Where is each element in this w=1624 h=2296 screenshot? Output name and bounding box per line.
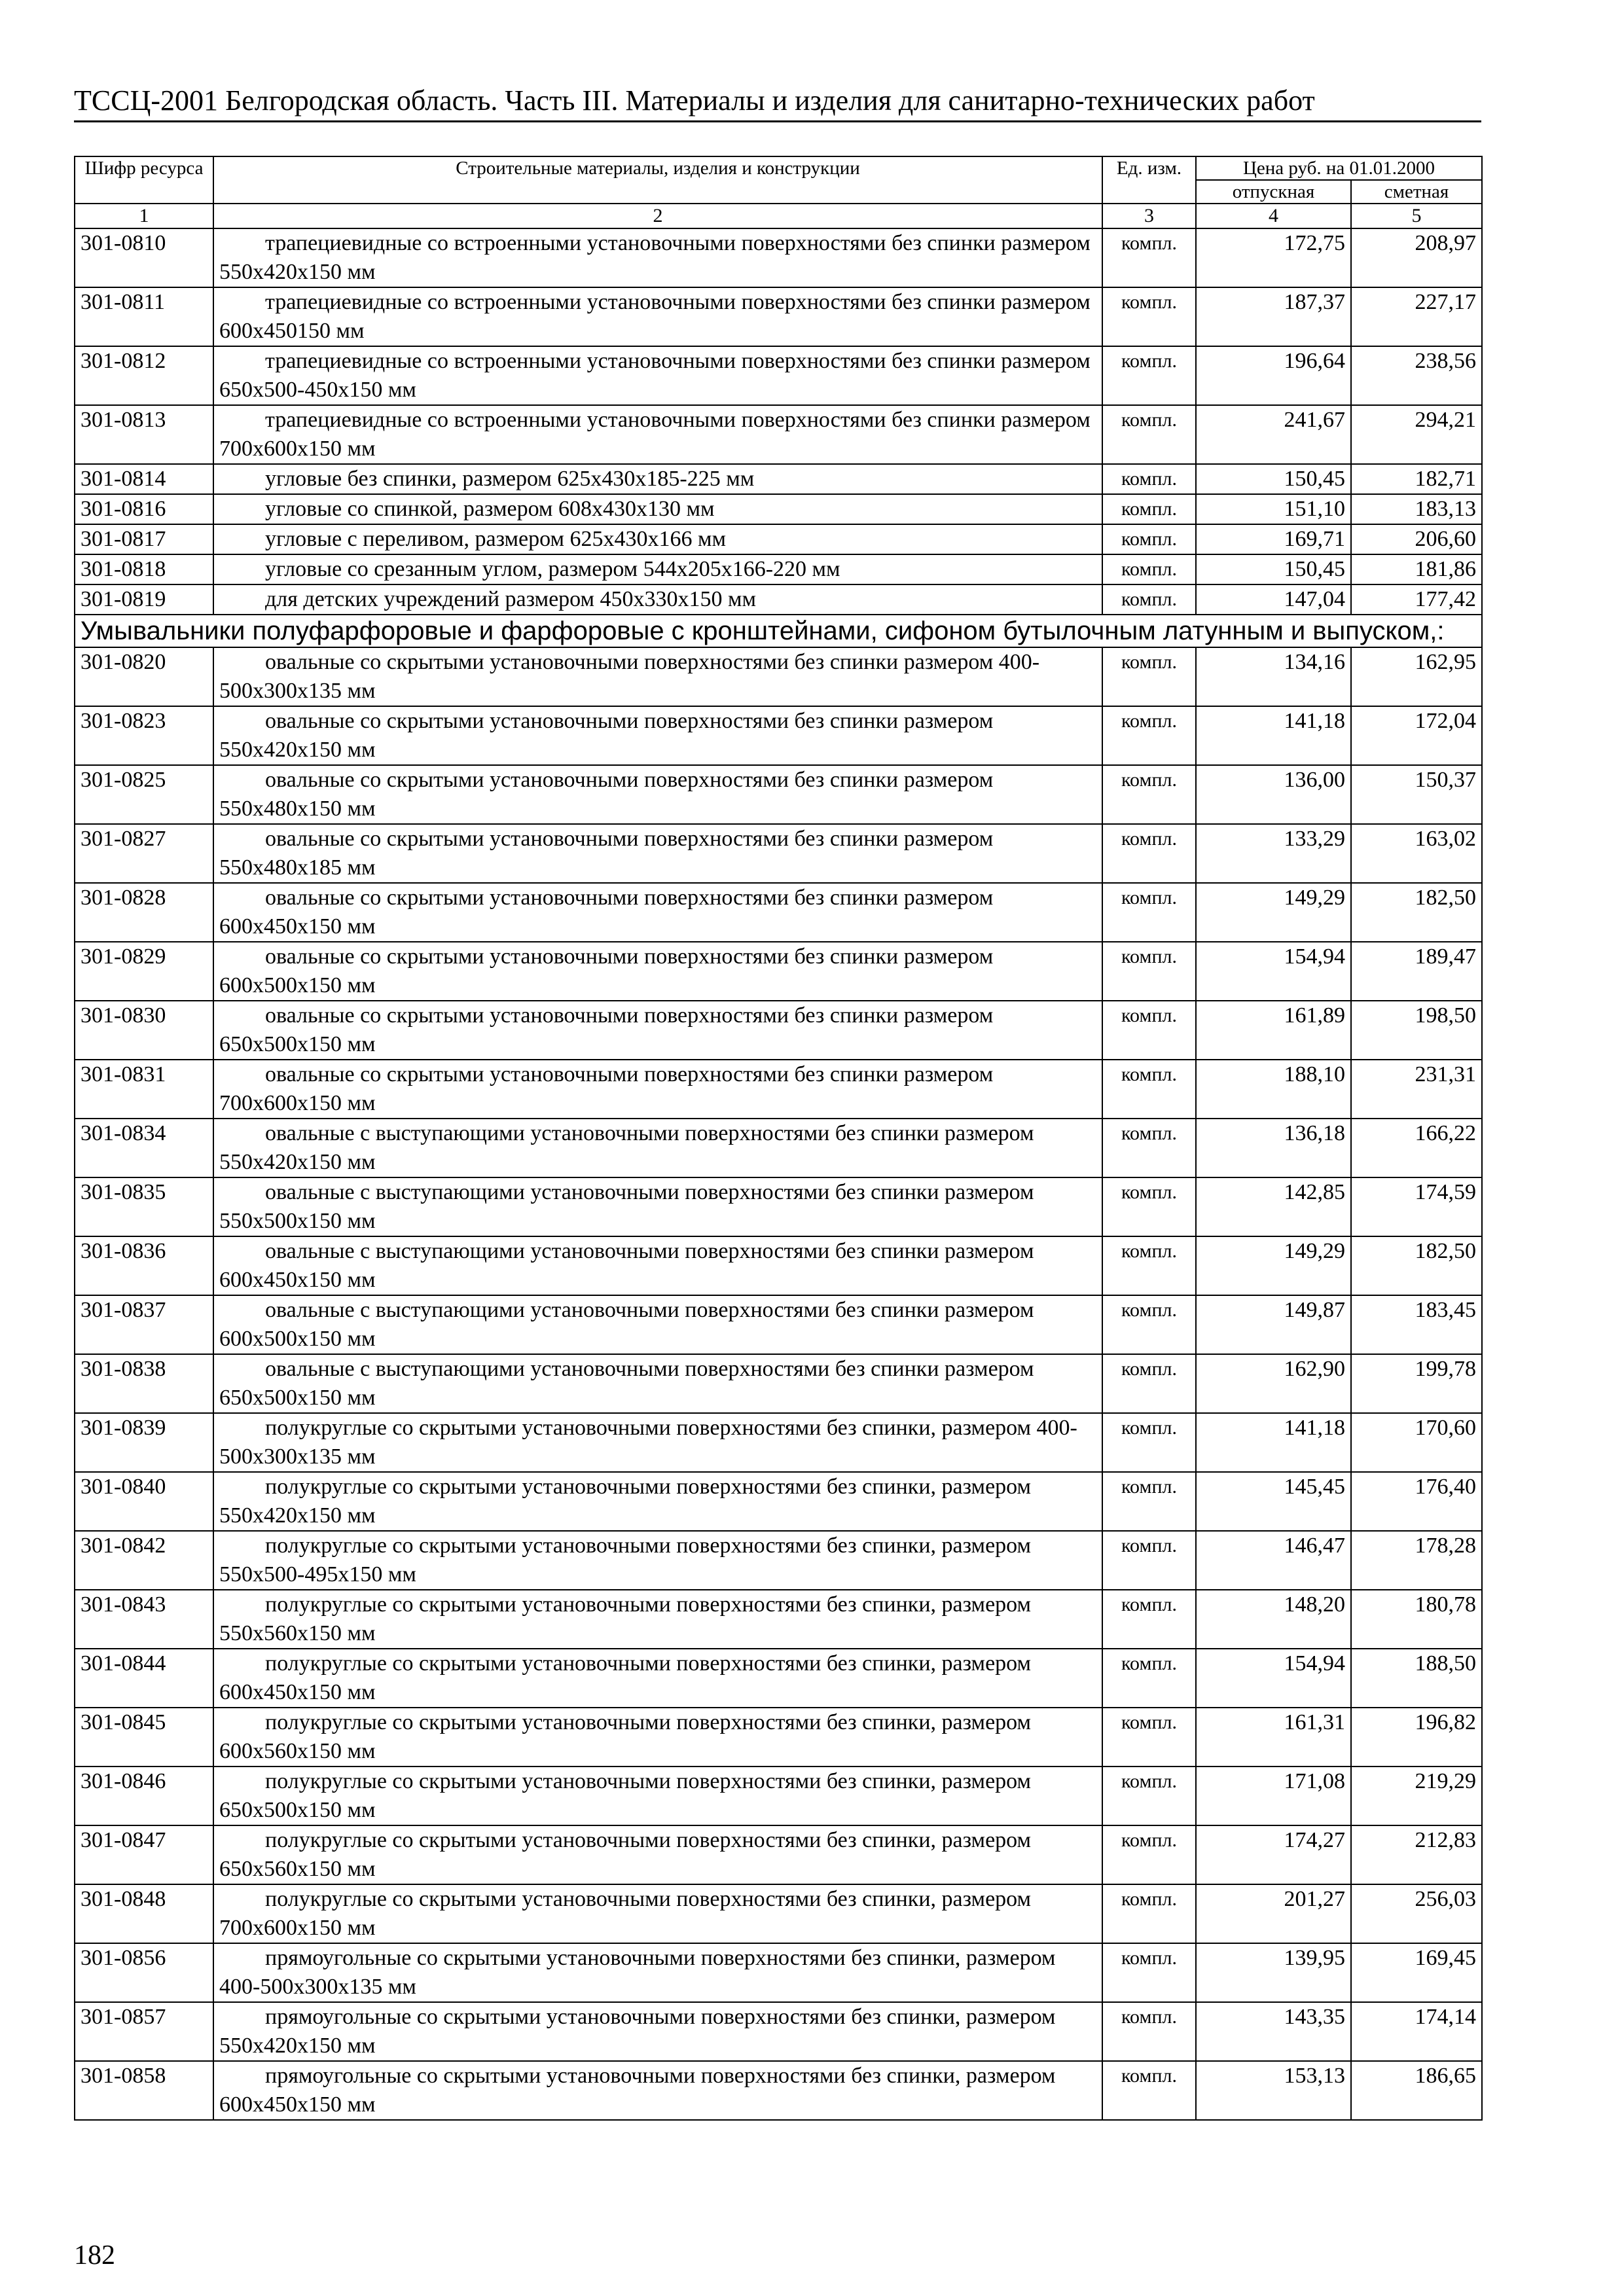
release-price: 145,45	[1196, 1472, 1351, 1531]
unit-cell: компл.	[1102, 1177, 1196, 1236]
unit-cell: компл.	[1102, 1531, 1196, 1590]
resource-code: 301-0830	[75, 1001, 213, 1060]
unit-cell: компл.	[1102, 1767, 1196, 1825]
resource-code: 301-0814	[75, 464, 213, 494]
section-block	[75, 615, 1482, 647]
estimate-price: 294,21	[1351, 405, 1482, 464]
estimate-price: 174,59	[1351, 1177, 1482, 1236]
material-name: овальные со скрытыми установочными поверхностями без спинки размером 650x500x150 мм	[213, 1001, 1102, 1060]
release-price: 150,45	[1196, 464, 1351, 494]
table-row	[75, 524, 1482, 554]
column-number: 1	[75, 204, 213, 228]
estimate-price: 180,78	[1351, 1590, 1482, 1649]
resource-code: 301-0842	[75, 1531, 213, 1590]
estimate-price: 177,42	[1351, 584, 1482, 615]
release-price: 241,67	[1196, 405, 1351, 464]
material-name: овальные с выступающими установочными поверхностями без спинки размером 600x450x150 мм	[213, 1236, 1102, 1295]
resource-code: 301-0840	[75, 1472, 213, 1531]
resource-code: 301-0829	[75, 942, 213, 1001]
material-name: угловые со срезанным углом, размером 544x205x166-220 мм	[213, 554, 1102, 584]
material-name: овальные со скрытыми установочными поверхностями без спинки размером 600x450x150 мм	[213, 883, 1102, 942]
table-body-a	[75, 228, 1482, 615]
table-row	[75, 824, 1482, 883]
table-row	[75, 464, 1482, 494]
table-row	[75, 1060, 1482, 1119]
estimate-price: 174,14	[1351, 2002, 1482, 2061]
release-price: 161,89	[1196, 1001, 1351, 1060]
release-price: 162,90	[1196, 1354, 1351, 1413]
estimate-price: 199,78	[1351, 1354, 1482, 1413]
table-row	[75, 1236, 1482, 1295]
table-row	[75, 1001, 1482, 1060]
resource-code: 301-0817	[75, 524, 213, 554]
release-price: 154,94	[1196, 942, 1351, 1001]
table-body-b	[75, 647, 1482, 2120]
resource-code: 301-0844	[75, 1649, 213, 1708]
material-name: овальные с выступающими установочными поверхностями без спинки размером 550x420x150 мм	[213, 1119, 1102, 1177]
header-rule	[74, 120, 1481, 122]
unit-cell: компл.	[1102, 287, 1196, 346]
unit-cell: компл.	[1102, 942, 1196, 1001]
unit-cell: компл.	[1102, 228, 1196, 287]
column-number: 5	[1351, 204, 1482, 228]
resource-code: 301-0810	[75, 228, 213, 287]
unit-cell: компл.	[1102, 1884, 1196, 1943]
unit-cell: компл.	[1102, 706, 1196, 765]
estimate-price: 176,40	[1351, 1472, 1482, 1531]
table-row	[75, 584, 1482, 615]
resource-code: 301-0856	[75, 1943, 213, 2002]
material-name: прямоугольные со скрытыми установочными поверхностями без спинки, размером 550x420x150 мм	[213, 2002, 1102, 2061]
table-row	[75, 228, 1482, 287]
unit-cell: компл.	[1102, 1590, 1196, 1649]
release-price: 201,27	[1196, 1884, 1351, 1943]
header-name: Строительные материалы, изделия и конструкции	[213, 156, 1102, 204]
resource-code: 301-0839	[75, 1413, 213, 1472]
table-row	[75, 1413, 1482, 1472]
estimate-price: 182,71	[1351, 464, 1482, 494]
resource-code: 301-0811	[75, 287, 213, 346]
unit-cell: компл.	[1102, 824, 1196, 883]
release-price: 154,94	[1196, 1649, 1351, 1708]
unit-cell: компл.	[1102, 524, 1196, 554]
release-price: 161,31	[1196, 1708, 1351, 1767]
unit-cell: компл.	[1102, 1236, 1196, 1295]
material-name: полукруглые со скрытыми установочными поверхностями без спинки, размером 650x500x150 мм	[213, 1767, 1102, 1825]
table-row	[75, 1119, 1482, 1177]
material-name: овальные с выступающими установочными поверхностями без спинки размером 650x500x150 мм	[213, 1354, 1102, 1413]
release-price: 146,47	[1196, 1531, 1351, 1590]
material-name: угловые со спинкой, размером 608x430x130 мм	[213, 494, 1102, 524]
release-price: 149,87	[1196, 1295, 1351, 1354]
release-price: 141,18	[1196, 706, 1351, 765]
column-numbers-row	[75, 204, 1482, 228]
estimate-price: 183,13	[1351, 494, 1482, 524]
release-price: 153,13	[1196, 2061, 1351, 2120]
table-row	[75, 1943, 1482, 2002]
unit-cell: компл.	[1102, 1354, 1196, 1413]
table-row	[75, 1472, 1482, 1531]
material-name: полукруглые со скрытыми установочными поверхностями без спинки, размером 600x450x150 мм	[213, 1649, 1102, 1708]
resource-code: 301-0816	[75, 494, 213, 524]
resource-code: 301-0858	[75, 2061, 213, 2120]
material-name: угловые без спинки, размером 625x430x185-225 мм	[213, 464, 1102, 494]
material-name: овальные с выступающими установочными поверхностями без спинки размером 550x500x150 мм	[213, 1177, 1102, 1236]
table-row	[75, 1590, 1482, 1649]
unit-cell: компл.	[1102, 1943, 1196, 2002]
header-price-group: Цена руб. на 01.01.2000	[1196, 156, 1482, 180]
unit-cell: компл.	[1102, 765, 1196, 824]
estimate-price: 163,02	[1351, 824, 1482, 883]
column-number: 2	[213, 204, 1102, 228]
section-row	[75, 615, 1482, 647]
unit-cell: компл.	[1102, 2061, 1196, 2120]
resource-code: 301-0847	[75, 1825, 213, 1884]
release-price: 143,35	[1196, 2002, 1351, 2061]
unit-cell: компл.	[1102, 2002, 1196, 2061]
page-number: 182	[74, 2240, 115, 2270]
resource-code: 301-0845	[75, 1708, 213, 1767]
estimate-price: 166,22	[1351, 1119, 1482, 1177]
material-name: для детских учреждений размером 450x330x150 мм	[213, 584, 1102, 615]
column-number: 4	[1196, 204, 1351, 228]
unit-cell: компл.	[1102, 1060, 1196, 1119]
section-title: Умывальники полуфарфоровые и фарфоровые с кронштейнами, сифоном бутылочным латунным и выпуском,:	[75, 615, 1482, 647]
material-name: прямоугольные со скрытыми установочными поверхностями без спинки, размером 400-500x300x135 мм	[213, 1943, 1102, 2002]
unit-cell: компл.	[1102, 1708, 1196, 1767]
estimate-price: 172,04	[1351, 706, 1482, 765]
unit-cell: компл.	[1102, 1295, 1196, 1354]
estimate-price: 150,37	[1351, 765, 1482, 824]
material-name: прямоугольные со скрытыми установочными поверхностями без спинки, размером 600x450x150 мм	[213, 2061, 1102, 2120]
table-row	[75, 1708, 1482, 1767]
unit-cell: компл.	[1102, 883, 1196, 942]
price-table	[74, 156, 1483, 2121]
release-price: 147,04	[1196, 584, 1351, 615]
unit-cell: компл.	[1102, 1825, 1196, 1884]
unit-cell: компл.	[1102, 464, 1196, 494]
table-row	[75, 405, 1482, 464]
material-name: полукруглые со скрытыми установочными поверхностями без спинки, размером 400-500x300x135 мм	[213, 1413, 1102, 1472]
material-name: овальные со скрытыми установочными поверхностями без спинки размером 550x480x185 мм	[213, 824, 1102, 883]
release-price: 142,85	[1196, 1177, 1351, 1236]
table-row	[75, 554, 1482, 584]
release-price: 136,00	[1196, 765, 1351, 824]
resource-code: 301-0813	[75, 405, 213, 464]
release-price: 151,10	[1196, 494, 1351, 524]
unit-cell: компл.	[1102, 1001, 1196, 1060]
estimate-price: 178,28	[1351, 1531, 1482, 1590]
column-number: 3	[1102, 204, 1196, 228]
header-estimate-price: сметная	[1351, 180, 1482, 204]
material-name: овальные со скрытыми установочными поверхностями без спинки размером 550x480x150 мм	[213, 765, 1102, 824]
table-row	[75, 1177, 1482, 1236]
material-name: овальные со скрытыми установочными поверхностями без спинки размером 400-500x300x135 мм	[213, 647, 1102, 706]
release-price: 171,08	[1196, 1767, 1351, 1825]
resource-code: 301-0820	[75, 647, 213, 706]
release-price: 141,18	[1196, 1413, 1351, 1472]
material-name: полукруглые со скрытыми установочными поверхностями без спинки, размером 700x600x150 мм	[213, 1884, 1102, 1943]
table-row	[75, 1767, 1482, 1825]
estimate-price: 208,97	[1351, 228, 1482, 287]
material-name: овальные со скрытыми установочными поверхностями без спинки размером 600x500x150 мм	[213, 942, 1102, 1001]
table-row	[75, 494, 1482, 524]
estimate-price: 212,83	[1351, 1825, 1482, 1884]
table-row	[75, 647, 1482, 706]
material-name: трапециевидные со встроенными установочными поверхностями без спинки размером 700x600x150 мм	[213, 405, 1102, 464]
table-row	[75, 942, 1482, 1001]
estimate-price: 238,56	[1351, 346, 1482, 405]
resource-code: 301-0837	[75, 1295, 213, 1354]
table-row	[75, 287, 1482, 346]
resource-code: 301-0819	[75, 584, 213, 615]
material-name: овальные со скрытыми установочными поверхностями без спинки размером 550x420x150 мм	[213, 706, 1102, 765]
material-name: полукруглые со скрытыми установочными поверхностями без спинки, размером 600x560x150 мм	[213, 1708, 1102, 1767]
estimate-price: 182,50	[1351, 883, 1482, 942]
table-row	[75, 1295, 1482, 1354]
unit-cell: компл.	[1102, 554, 1196, 584]
material-name: полукруглые со скрытыми установочными поверхностями без спинки, размером 550x560x150 мм	[213, 1590, 1102, 1649]
resource-code: 301-0828	[75, 883, 213, 942]
estimate-price: 256,03	[1351, 1884, 1482, 1943]
header-release-price: отпускная	[1196, 180, 1351, 204]
release-price: 149,29	[1196, 1236, 1351, 1295]
unit-cell: компл.	[1102, 405, 1196, 464]
material-name: овальные со скрытыми установочными поверхностями без спинки размером 700x600x150 мм	[213, 1060, 1102, 1119]
resource-code: 301-0823	[75, 706, 213, 765]
estimate-price: 182,50	[1351, 1236, 1482, 1295]
estimate-price: 183,45	[1351, 1295, 1482, 1354]
resource-code: 301-0825	[75, 765, 213, 824]
resource-code: 301-0812	[75, 346, 213, 405]
resource-code: 301-0836	[75, 1236, 213, 1295]
unit-cell: компл.	[1102, 1119, 1196, 1177]
estimate-price: 219,29	[1351, 1767, 1482, 1825]
resource-code: 301-0846	[75, 1767, 213, 1825]
unit-cell: компл.	[1102, 584, 1196, 615]
unit-cell: компл.	[1102, 647, 1196, 706]
material-name: угловые с переливом, размером 625x430x166 мм	[213, 524, 1102, 554]
release-price: 172,75	[1196, 228, 1351, 287]
material-name: полукруглые со скрытыми установочными поверхностями без спинки, размером 650x560x150 мм	[213, 1825, 1102, 1884]
resource-code: 301-0834	[75, 1119, 213, 1177]
resource-code: 301-0857	[75, 2002, 213, 2061]
resource-code: 301-0848	[75, 1884, 213, 1943]
material-name: трапециевидные со встроенными установочными поверхностями без спинки размером 550x420x150 мм	[213, 228, 1102, 287]
table-row	[75, 1649, 1482, 1708]
estimate-price: 169,45	[1351, 1943, 1482, 2002]
release-price: 174,27	[1196, 1825, 1351, 1884]
table-row	[75, 883, 1482, 942]
estimate-price: 227,17	[1351, 287, 1482, 346]
table-row	[75, 1531, 1482, 1590]
page-header: ТССЦ-2001 Белгородская область. Часть III. Материалы и изделия для санитарно-технических работ	[74, 84, 1315, 117]
table-row	[75, 2002, 1482, 2061]
unit-cell: компл.	[1102, 1649, 1196, 1708]
estimate-price: 231,31	[1351, 1060, 1482, 1119]
table-row	[75, 706, 1482, 765]
resource-code: 301-0827	[75, 824, 213, 883]
table-row	[75, 346, 1482, 405]
header-unit: Ед. изм.	[1102, 156, 1196, 204]
unit-cell: компл.	[1102, 1413, 1196, 1472]
estimate-price: 181,86	[1351, 554, 1482, 584]
release-price: 196,64	[1196, 346, 1351, 405]
release-price: 188,10	[1196, 1060, 1351, 1119]
material-name: трапециевидные со встроенными установочными поверхностями без спинки размером 650x500-450x150 мм	[213, 346, 1102, 405]
material-name: полукруглые со скрытыми установочными поверхностями без спинки, размером 550x420x150 мм	[213, 1472, 1102, 1531]
material-name: овальные с выступающими установочными поверхностями без спинки размером 600x500x150 мм	[213, 1295, 1102, 1354]
release-price: 136,18	[1196, 1119, 1351, 1177]
table-row	[75, 1884, 1482, 1943]
material-name: трапециевидные со встроенными установочными поверхностями без спинки размером 600x450150 мм	[213, 287, 1102, 346]
estimate-price: 206,60	[1351, 524, 1482, 554]
resource-code: 301-0843	[75, 1590, 213, 1649]
release-price: 133,29	[1196, 824, 1351, 883]
estimate-price: 186,65	[1351, 2061, 1482, 2120]
unit-cell: компл.	[1102, 346, 1196, 405]
estimate-price: 162,95	[1351, 647, 1482, 706]
resource-code: 301-0835	[75, 1177, 213, 1236]
table-row	[75, 765, 1482, 824]
resource-code: 301-0818	[75, 554, 213, 584]
release-price: 169,71	[1196, 524, 1351, 554]
estimate-price: 196,82	[1351, 1708, 1482, 1767]
unit-cell: компл.	[1102, 1472, 1196, 1531]
resource-code: 301-0831	[75, 1060, 213, 1119]
release-price: 134,16	[1196, 647, 1351, 706]
table-row	[75, 1354, 1482, 1413]
unit-cell: компл.	[1102, 494, 1196, 524]
material-name: полукруглые со скрытыми установочными поверхностями без спинки, размером 550x500-495x150 мм	[213, 1531, 1102, 1590]
resource-code: 301-0838	[75, 1354, 213, 1413]
release-price: 139,95	[1196, 1943, 1351, 2002]
release-price: 149,29	[1196, 883, 1351, 942]
release-price: 148,20	[1196, 1590, 1351, 1649]
estimate-price: 188,50	[1351, 1649, 1482, 1708]
estimate-price: 198,50	[1351, 1001, 1482, 1060]
estimate-price: 189,47	[1351, 942, 1482, 1001]
release-price: 150,45	[1196, 554, 1351, 584]
table-row	[75, 1825, 1482, 1884]
table-row	[75, 2061, 1482, 2120]
estimate-price: 170,60	[1351, 1413, 1482, 1472]
header-code: Шифр ресурса	[75, 156, 213, 204]
release-price: 187,37	[1196, 287, 1351, 346]
table-header	[75, 156, 1482, 228]
